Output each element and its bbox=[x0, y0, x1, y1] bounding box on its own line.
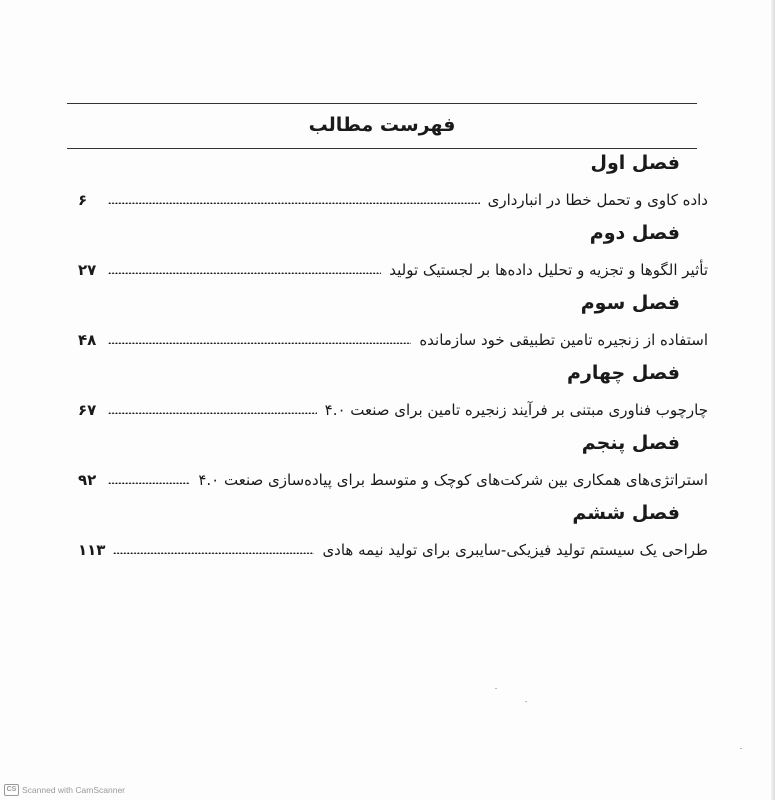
dot-leader bbox=[108, 482, 190, 484]
chapter-heading: فصل دوم bbox=[589, 222, 680, 244]
watermark-text: Scanned with CamScanner bbox=[22, 785, 126, 795]
page-number: ۶۷ bbox=[78, 401, 97, 419]
scan-speck bbox=[525, 701, 527, 702]
dot-leader bbox=[108, 342, 411, 344]
toc-chapter-4 bbox=[78, 360, 708, 430]
scan-speck bbox=[740, 748, 742, 749]
dot-leader bbox=[108, 272, 381, 274]
chapter-heading: فصل اول bbox=[590, 152, 680, 174]
toc-chapter-3 bbox=[78, 290, 708, 360]
toc-chapter-1 bbox=[78, 150, 708, 220]
dot-leader bbox=[108, 202, 480, 204]
page-number: ۶ bbox=[78, 191, 88, 209]
toc-chapter-5 bbox=[78, 430, 708, 500]
page-title: فهرست مطالب bbox=[308, 114, 456, 136]
toc-entry[interactable] bbox=[78, 398, 708, 422]
bottom-rule bbox=[67, 148, 697, 149]
toc-entry[interactable] bbox=[78, 328, 708, 352]
page-number: ۴۸ bbox=[78, 331, 97, 349]
page-number: ۲۷ bbox=[78, 261, 97, 279]
chapter-heading: فصل ششم bbox=[572, 502, 680, 524]
toc-entry[interactable] bbox=[78, 188, 708, 212]
entry-title: استفاده از زنجیره تامین تطبیقی خود سازمانده bbox=[419, 331, 708, 349]
toc-entry[interactable] bbox=[78, 538, 708, 562]
entry-title: تأثیر الگوها و تجزیه و تحلیل داده‌ها بر لجستیک تولید bbox=[389, 261, 708, 279]
toc-entry[interactable] bbox=[78, 258, 708, 282]
dot-leader bbox=[108, 412, 317, 414]
entry-title: طراحی یک سیستم تولید فیزیکی-سایبری برای تولید نیمه هادی bbox=[322, 541, 708, 559]
scanner-watermark bbox=[4, 784, 125, 796]
page-edge bbox=[771, 0, 775, 800]
entry-title: چارچوب فناوری مبتنی بر فرآیند زنجیره تامین برای صنعت ۴.۰ bbox=[324, 401, 708, 419]
table-of-contents bbox=[78, 150, 708, 570]
entry-title: استراتژی‌های همکاری بین شرکت‌های کوچک و متوسط برای پیاده‌سازی صنعت ۴.۰ bbox=[198, 471, 708, 489]
toc-entry[interactable] bbox=[78, 468, 708, 492]
chapter-heading: فصل سوم bbox=[580, 292, 680, 314]
entry-title: داده کاوی و تحمل خطا در انبارداری bbox=[487, 191, 708, 209]
toc-chapter-6 bbox=[78, 500, 708, 570]
camscanner-logo-icon: CS bbox=[4, 784, 19, 796]
chapter-heading: فصل چهارم bbox=[567, 362, 680, 384]
page-number: ۱۱۳ bbox=[78, 541, 106, 559]
page-number: ۹۲ bbox=[78, 471, 97, 489]
top-rule bbox=[67, 103, 697, 104]
toc-chapter-2 bbox=[78, 220, 708, 290]
scan-speck bbox=[495, 688, 497, 689]
chapter-heading: فصل پنجم bbox=[581, 432, 680, 454]
dot-leader bbox=[113, 552, 314, 554]
